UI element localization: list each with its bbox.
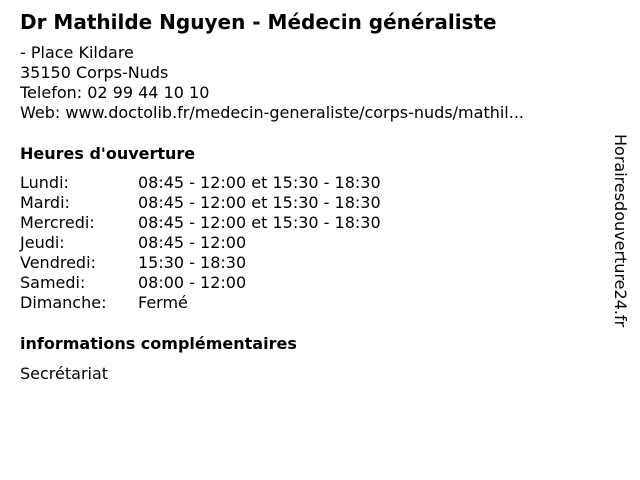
day-hours: 08:45 - 12:00 et 15:30 - 18:30 <box>138 213 381 232</box>
day-hours: 15:30 - 18:30 <box>138 253 247 272</box>
day-hours: Fermé <box>138 293 188 312</box>
day-label: Vendredi: <box>20 253 96 272</box>
hours-row-dimanche <box>20 293 381 313</box>
phone-number: Telefon: 02 99 44 10 10 <box>20 83 210 102</box>
day-label: Mardi: <box>20 193 70 212</box>
hours-row-samedi <box>20 273 381 293</box>
additional-info-text: Secrétariat <box>20 364 109 383</box>
hours-row-lundi <box>20 173 381 193</box>
day-hours: 08:45 - 12:00 et 15:30 - 18:30 <box>138 173 381 192</box>
day-hours: 08:00 - 12:00 <box>138 273 247 292</box>
page-title: Dr Mathilde Nguyen - Médecin généraliste <box>20 10 497 34</box>
day-label: Dimanche: <box>20 293 107 312</box>
opening-hours-table <box>20 173 381 313</box>
hours-row-jeudi <box>20 233 381 253</box>
website-link[interactable]: Web: www.doctolib.fr/medecin-generaliste/corps-nuds/mathil... <box>20 103 525 122</box>
hours-row-mardi <box>20 193 381 213</box>
day-hours: 08:45 - 12:00 <box>138 233 247 252</box>
opening-hours-heading: Heures d'ouverture <box>20 144 196 163</box>
site-watermark: Horairesdouverture24.fr <box>611 134 630 328</box>
additional-info-heading: informations complémentaires <box>20 334 297 353</box>
street-address: - Place Kildare <box>20 43 134 62</box>
day-hours: 08:45 - 12:00 et 15:30 - 18:30 <box>138 193 381 212</box>
hours-row-vendredi <box>20 253 381 273</box>
day-label: Samedi: <box>20 273 86 292</box>
city-postal-code: 35150 Corps-Nuds <box>20 63 169 82</box>
hours-row-mercredi <box>20 213 381 233</box>
day-label: Mercredi: <box>20 213 95 232</box>
day-label: Jeudi: <box>20 233 65 252</box>
address-block <box>20 43 524 123</box>
day-label: Lundi: <box>20 173 69 192</box>
